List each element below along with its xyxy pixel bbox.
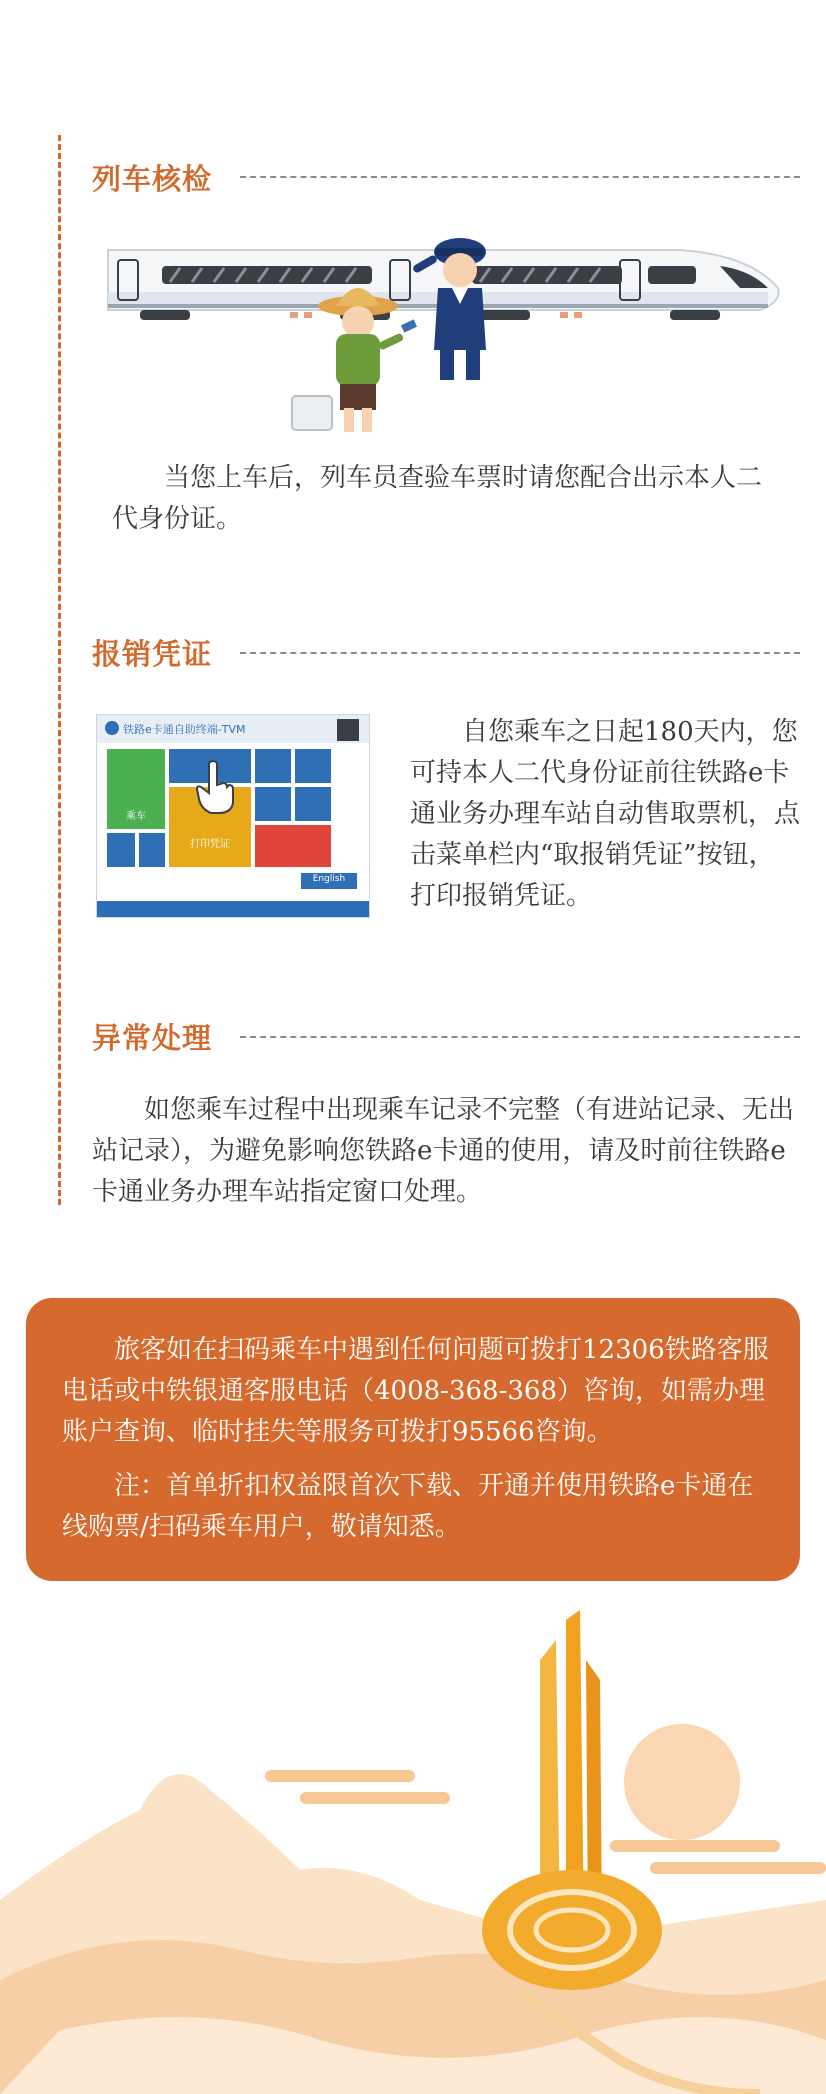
tvm-tile-red bbox=[255, 825, 331, 867]
hand-pointer-icon bbox=[193, 759, 237, 815]
title-divider bbox=[240, 1036, 800, 1038]
section-text-exception: 如您乘车过程中出现乘车记录不完整（有进站记录、无出站记录），为避免影响您铁路e卡通的使用，请及时前往铁路e卡通业务办理车站指定窗口处理。 bbox=[92, 1095, 795, 1207]
section-title-train-check: 列车核检 bbox=[92, 162, 213, 196]
timeline-dashed-line bbox=[58, 135, 61, 1205]
tvm-tile-ride-label: 乘车 bbox=[126, 811, 146, 822]
reimbursement-text: 自您乘车之日起180天内，您可持本人二代身份证前往铁路e卡通业务办理车站自动售取票机，点击菜单栏内“取报销凭证”按钮，打印报销凭证。 bbox=[410, 717, 801, 911]
section-title-exception: 异常处理 bbox=[92, 1021, 213, 1055]
tvm-screen-illustration bbox=[96, 714, 370, 918]
notice-paragraph-2: 注：首单折扣权益限首次下载、开通并使用铁路e卡通在线购票/扫码乘车用户，敬请知悉。 bbox=[62, 1471, 754, 1542]
tvm-header-text: 铁路e卡通自助终端-TVM bbox=[123, 723, 246, 736]
tvm-english-label: English bbox=[312, 874, 346, 884]
tvm-tile-print-label: 打印凭证 bbox=[190, 839, 230, 850]
section-text-train-check: 当您上车后，列车员查验车票时请您配合出示本人二代身份证。 bbox=[112, 463, 763, 534]
notice-box bbox=[26, 1298, 800, 1581]
train-illustration bbox=[100, 230, 790, 450]
section-title-reimbursement: 报销凭证 bbox=[92, 637, 213, 671]
section-text-reimbursement bbox=[410, 712, 800, 917]
title-divider bbox=[240, 652, 800, 654]
notice-paragraph-1: 旅客如在扫码乘车中遇到任何问题可拨打12306铁路客服电话或中铁银通客服电话（4008-368-368）咨询，如需办理账户查询、临时挂失等服务可拨打95566咨询。 bbox=[62, 1335, 769, 1447]
title-divider bbox=[240, 176, 800, 178]
landscape-decoration bbox=[0, 1600, 826, 2094]
